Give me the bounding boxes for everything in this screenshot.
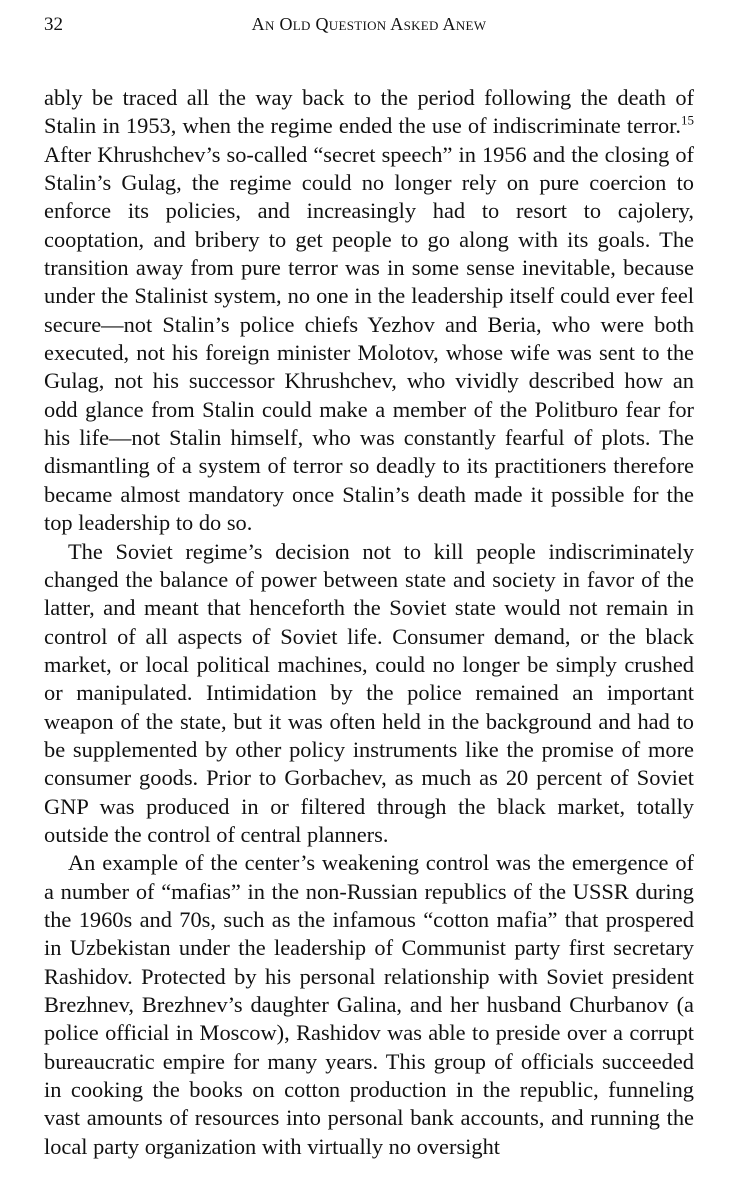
paragraph-3: An example of the center’s weakening control was the emergence of a number of “mafias” in the non-Russian republics of the USSR during the 1960s and 70s, such as the infamous “cotton mafia” that prospered in Uzbekistan under the leadership of Communist party first secretary Rashidov. Protected by his personal relationship with Soviet president Brezhnev, Brezhnev’s daughter Galina, and her husband Churbanov (a police official in Moscow), Rashidov was able to preside over a corrupt bureaucratic empire for many years. This group of officials succeeded in cooking the books on cotton production in the republic, funneling vast amounts of resources into personal bank accounts, and running the local party organization with virtually no oversight [44, 850, 694, 1159]
paragraph-1 [44, 84, 694, 538]
running-title: An Old Question Asked Anew [251, 14, 487, 34]
book-page [44, 14, 694, 1161]
body-text [44, 84, 694, 1161]
footnote-ref: 15 [681, 112, 694, 128]
paragraph-2: The Soviet regime’s decision not to kill people indiscriminately changed the balance of power between state and society in favor of the latter, and meant that henceforth the Soviet state would not remain in control of all aspects of Soviet life. Consumer demand, or the black market, or local political machines, could no longer be simply crushed or manipulated. Intimidation by the police remained an important weapon of the state, but it was often held in the background and had to be supplemented by other policy instruments like the promise of more consumer goods. Prior to Gorbachev, as much as 20 percent of Soviet GNP was produced in or filtered through the black market, totally outside the control of central planners. [44, 538, 694, 847]
paragraph-1-text: ably be traced all the way back to the period following the death of Stalin in 1953, when the regime ended the use of indiscriminate terror. [44, 85, 694, 139]
running-head [44, 14, 694, 44]
page-number: 32 [44, 14, 63, 35]
paragraph-1-text-continued: After Khrushchev’s so-called “secret speech” in 1956 and the closing of Stalin’s Gulag, the regime could no longer rely on pure coercion to enforce its policies, and increasingly had to resort to cajolery, cooptation, and bribery to get people to go along with its goals. The transition away from pure terror was in some sense inevitable, because under the Stalinist system, no one in the leadership itself could ever feel secure—not Stalin’s police chiefs Yezhov and Beria, who were both executed, not his foreign minister Molotov, whose wife was sent to the Gulag, not his successor Khrushchev, who vividly described how an odd glance from Stalin could make a member of the Politburo fear for his life—not Stalin himself, who was constantly fearful of plots. The dismantling of a system of terror so deadly to its practitioners therefore became almost mandatory once Stalin’s death made it possible for the top leadership to do so. [44, 141, 694, 536]
